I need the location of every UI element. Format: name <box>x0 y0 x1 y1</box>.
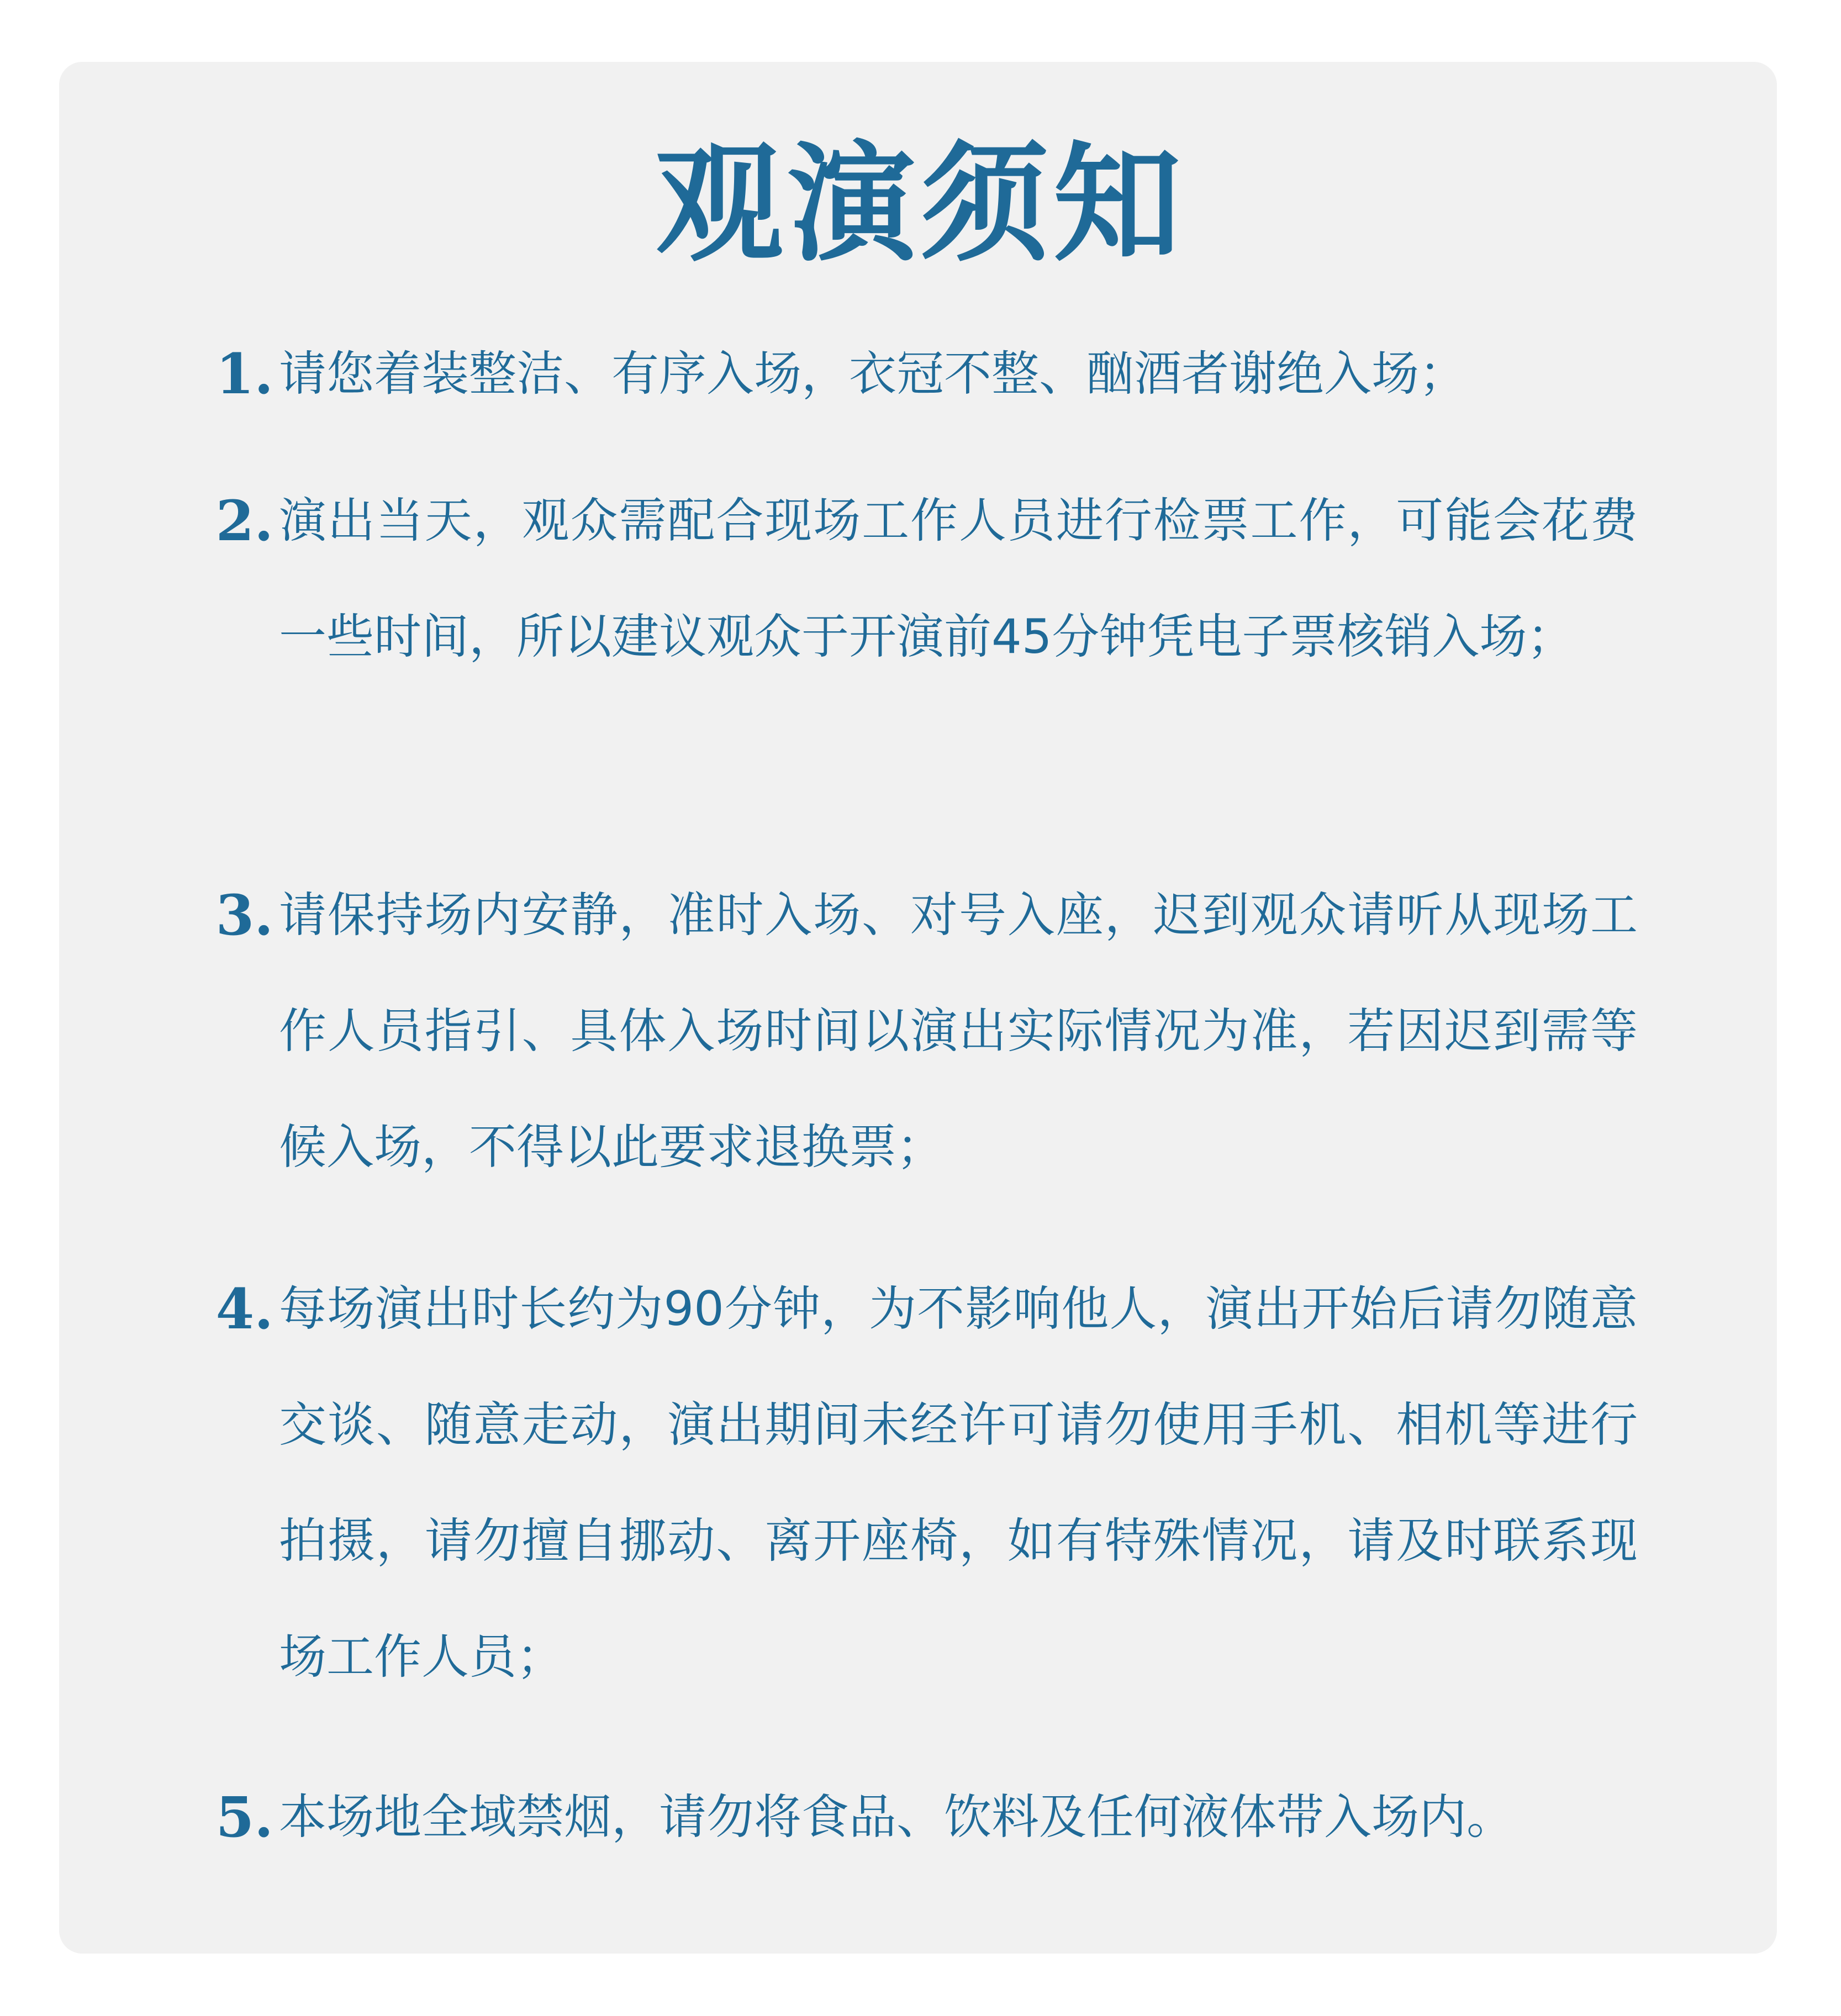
rule-text: 本场地全域禁烟，请勿将食品、饮料及任何液体带入场内。 <box>279 1790 1514 1845</box>
rule-item-4 <box>0 1251 1841 1715</box>
rule-item-1 <box>0 316 1841 432</box>
rule-text: 每场演出时长约为90分钟，为不影响他人，演出开始后请勿随意交谈、随意走动，演出期间未经许可请勿使用手机、相机等进行拍摄，请勿擅自挪动、离开座椅，如有特殊情况，请及时联系现场工作人员； <box>279 1281 1638 1685</box>
rule-item-5 <box>0 1759 1841 1875</box>
rule-item-2 <box>0 463 1841 695</box>
rule-number: 1. <box>215 341 273 407</box>
rule-number: 5. <box>215 1785 273 1850</box>
rule-text: 演出当天，观众需配合现场工作人员进行检票工作，可能会花费一些时间，所以建议观众于开演前45分钟凭电子票核销入场； <box>279 493 1638 664</box>
rule-number: 3. <box>215 883 273 948</box>
rule-text: 请您着装整洁、有序入场，衣冠不整、酗酒者谢绝入场； <box>279 346 1467 402</box>
rule-item-3 <box>0 857 1841 1205</box>
rule-number: 2. <box>215 488 273 553</box>
page-title: 观演须知 <box>655 130 1186 279</box>
rule-number: 4. <box>215 1276 273 1342</box>
rule-text: 请保持场内安静，准时入场、对号入座，迟到观众请听从现场工作人员指引、具体入场时间以演出实际情况为准，若因迟到需等候入场，不得以此要求退换票； <box>279 888 1638 1175</box>
